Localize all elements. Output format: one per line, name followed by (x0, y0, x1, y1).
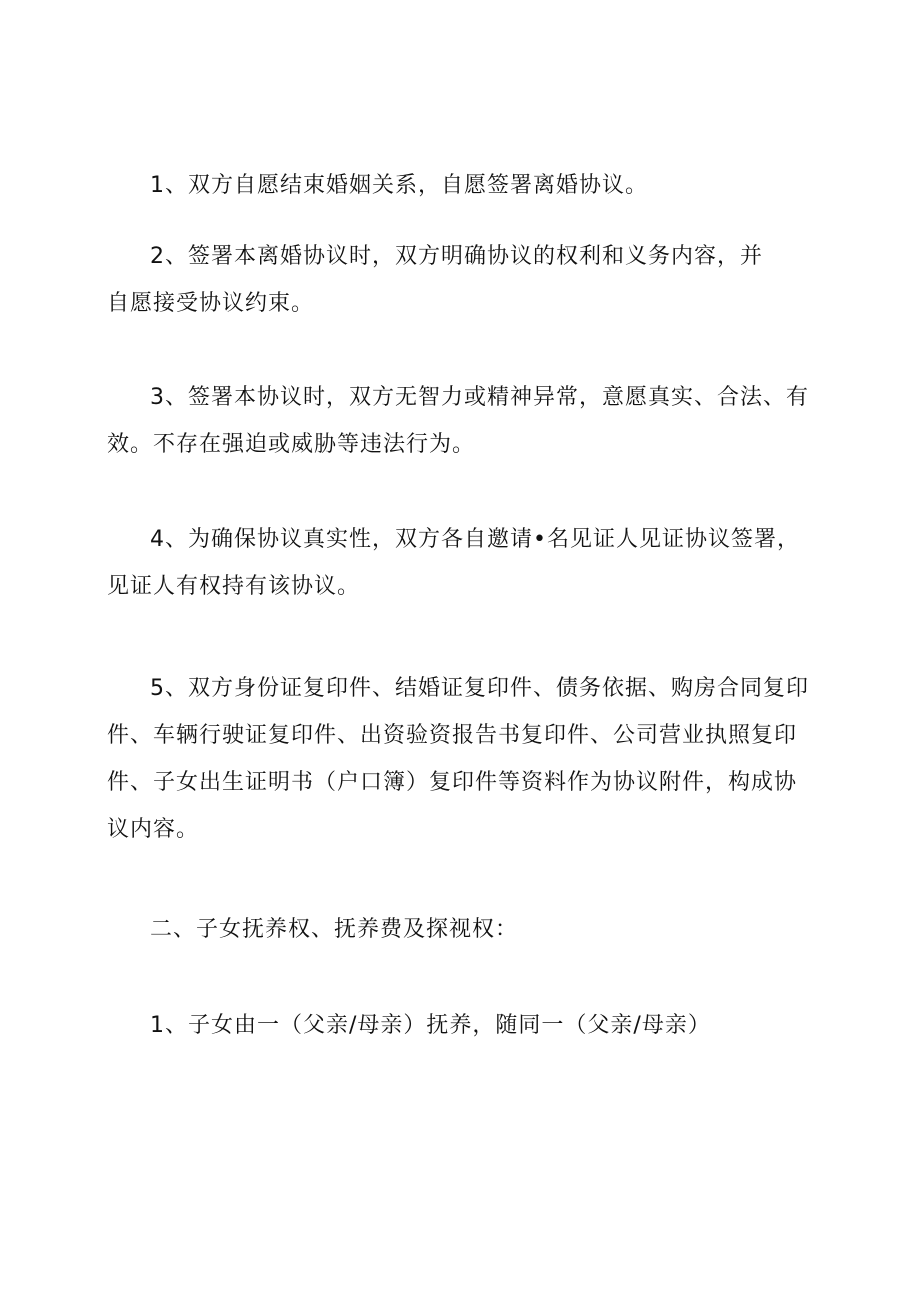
para-5-line-4: 议内容。 (107, 817, 200, 842)
para-1-line-1: 1、双方自愿结束婚姻关系，自愿签署离婚协议。 (150, 173, 648, 198)
para-2-line-1: 2、签署本离婚协议时，双方明确协议的权利和义务内容，并 (150, 244, 763, 269)
para-5-line-3: 件、子女出生证明书（户口簿）复印件等资料作为协议附件，构成协 (107, 770, 798, 795)
para-4-line-1: 4、为确保协议真实性，双方各自邀请•名见证人见证协议签署， (150, 527, 800, 552)
section-item-1-line-1: 1、子女由一（父亲/母亲）抚养，随同一（父亲/母亲） (150, 1013, 711, 1038)
para-2-line-2: 自愿接受协议约束。 (107, 291, 315, 316)
para-3-line-1: 3、签署本协议时，双方无智力或精神异常，意愿真实、合法、有 (150, 385, 809, 410)
section-heading: 二、子女抚养权、抚养费及探视权： (150, 917, 519, 942)
para-4-line-2: 见证人有权持有该协议。 (107, 574, 361, 599)
para-5-line-1: 5、双方身份证复印件、结婚证复印件、债务依据、购房合同复印 (150, 676, 809, 701)
para-3-line-2: 效。不存在强迫或威胁等违法行为。 (107, 432, 476, 457)
para-5-line-2: 件、车辆行驶证复印件、出资验资报告书复印件、公司营业执照复印 (107, 723, 798, 748)
